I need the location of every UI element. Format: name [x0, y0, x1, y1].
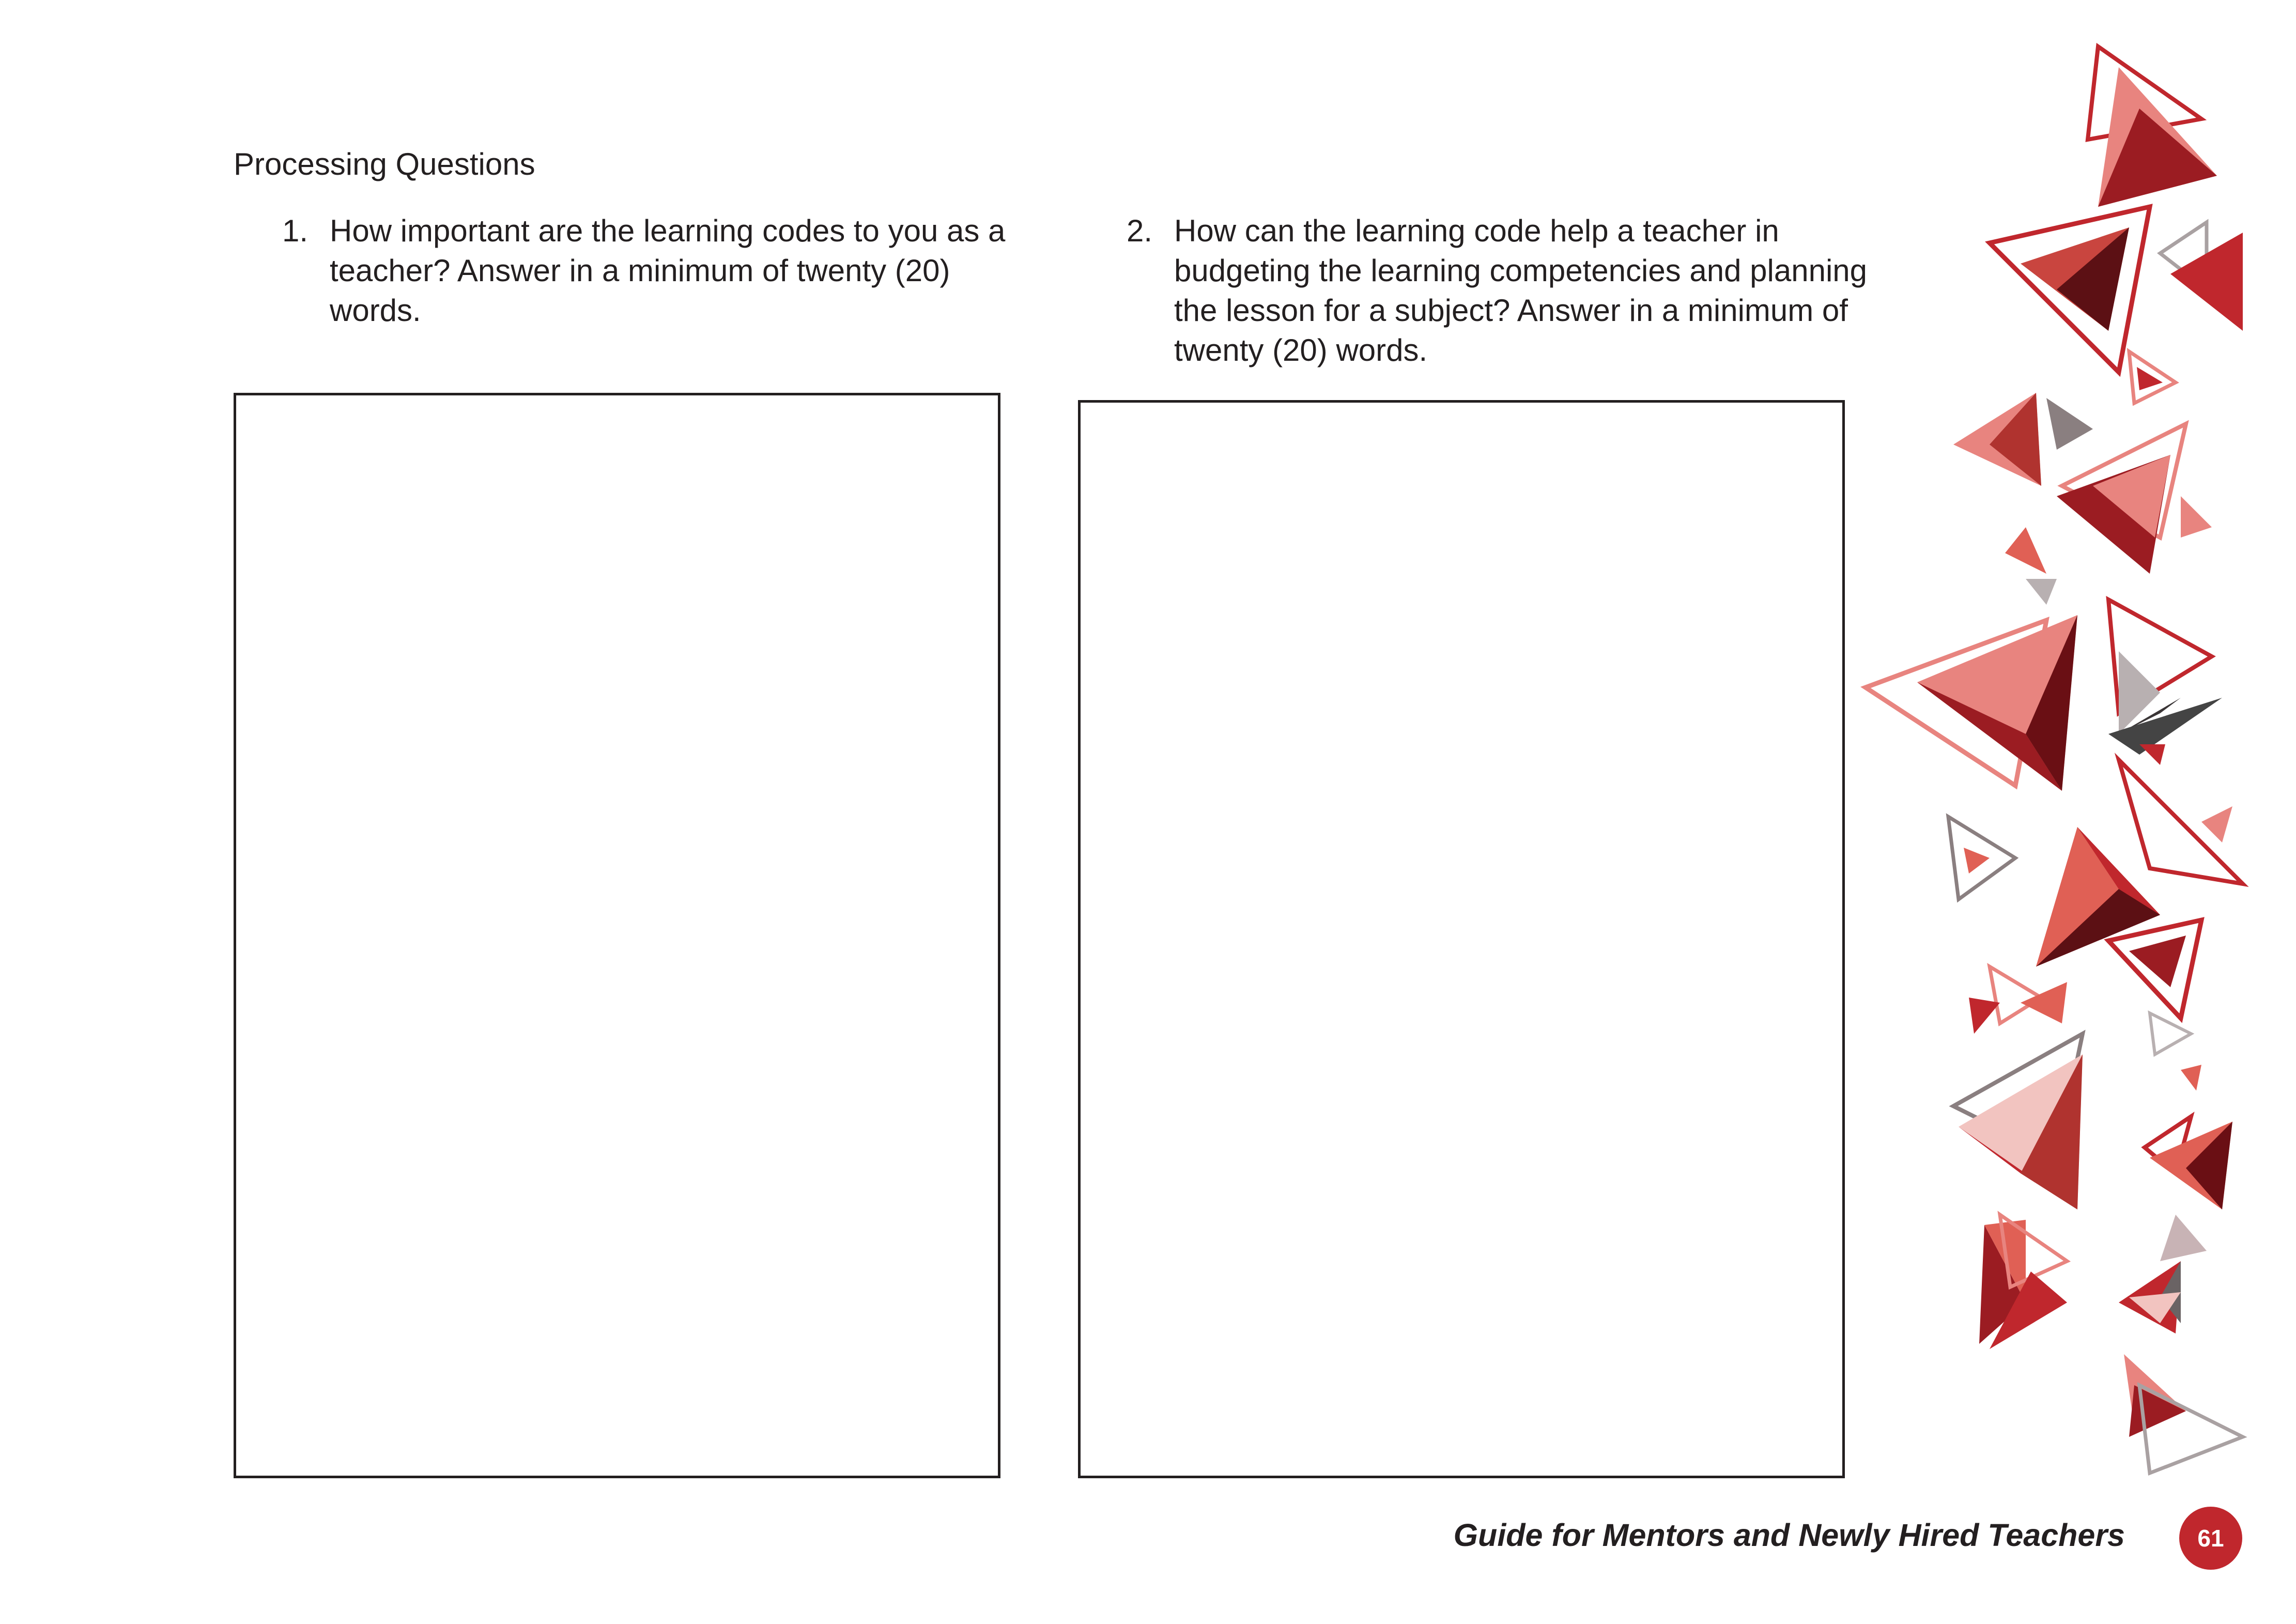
decorative-triangles-graphic [1850, 21, 2274, 1520]
question-text: How can the learning code help a teacher in budgeting the learning competencies and planning the lesson for a subject? Answer in a minimum of twenty (20) words. [1174, 213, 1868, 367]
question-1 [282, 211, 1016, 330]
answer-box-1[interactable] [234, 393, 1000, 1478]
section-heading: Processing Questions [234, 147, 535, 181]
question-text: How important are the learning codes to you as a teacher? Answer in a minimum of twenty (20) words. [330, 213, 1006, 328]
question-number: 1. [282, 213, 309, 248]
page-number-badge: 61 [2179, 1507, 2242, 1570]
footer-title: Guide for Mentors and Newly Hired Teachers [1453, 1518, 2125, 1553]
question-number: 2. [1127, 213, 1153, 248]
question-2 [1127, 211, 1881, 370]
answer-box-2[interactable] [1078, 400, 1845, 1478]
